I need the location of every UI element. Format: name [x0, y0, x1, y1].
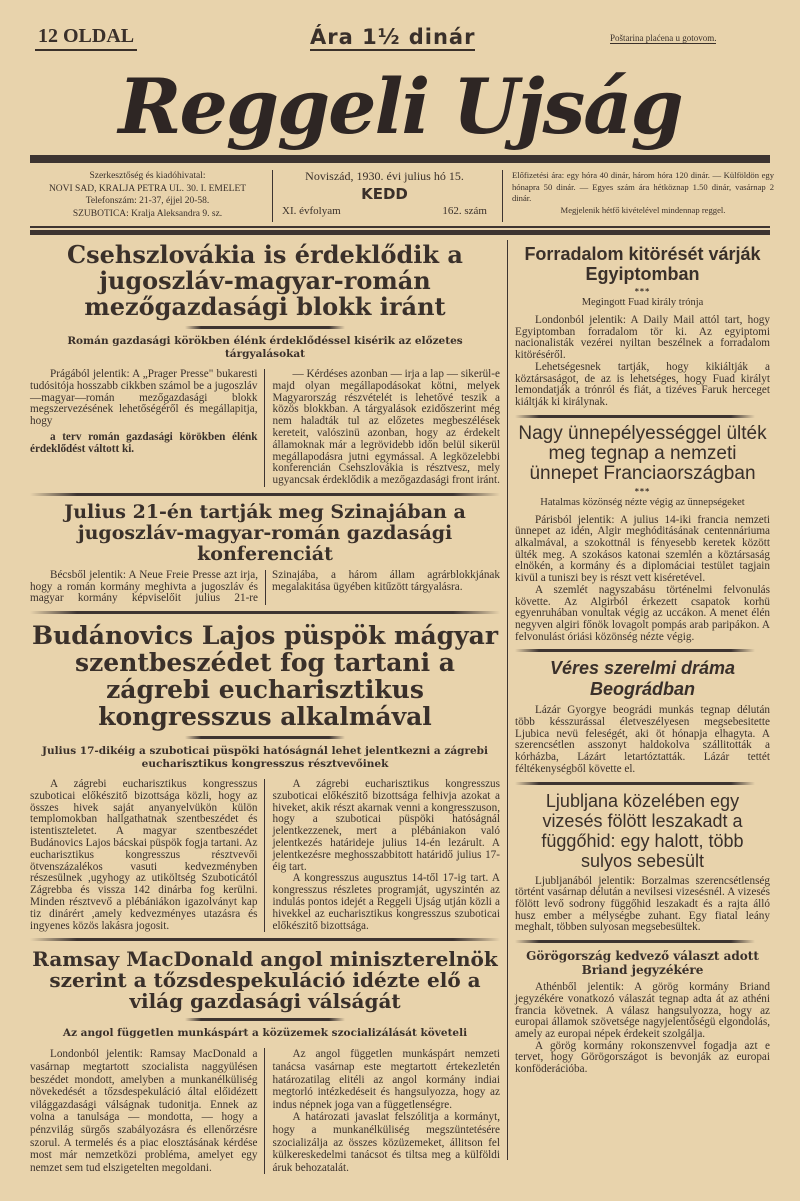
- rule: [30, 493, 500, 496]
- rule: [185, 736, 345, 739]
- page-number: 12 OLDAL: [35, 25, 137, 51]
- issue-date: Noviszád, 1930. évi julius hó 15.: [305, 169, 464, 183]
- publisher-line: NOVI SAD, KRALJA PETRA UL. 30. I. EMELET: [48, 183, 247, 194]
- rule: [515, 649, 755, 652]
- rule: [30, 938, 500, 941]
- article-sinaia-conference: [30, 502, 500, 605]
- subscription-prices: Előfizetési ára: egy hóra 40 dinár, három hóra 120 dinár. — Külföldön egy hónapra 50 dinár. — Egyes szám ára hétköznap 1.50 dinár, vasárnap 2 dinár.: [512, 170, 774, 203]
- masthead-rule: [30, 226, 770, 228]
- issue-number: 162. szám: [442, 204, 487, 217]
- postage-note: Poštarina plaćena u gotovom.: [610, 33, 717, 43]
- article-czechoslovakia: [30, 242, 500, 487]
- newspaper-logo: Reggeli Ujság: [118, 62, 682, 151]
- subheadline: Hatalmas közönség nézte végig az ünnepségeket: [540, 496, 745, 508]
- rule: [515, 415, 755, 418]
- article-egypt: [515, 244, 770, 409]
- rule: [185, 326, 345, 329]
- column-divider: [507, 240, 508, 1160]
- article-budanovics: [30, 622, 500, 932]
- masthead-bar: [30, 155, 770, 163]
- divider: [272, 170, 273, 222]
- rule: [30, 611, 500, 614]
- headline: Forradalom kitörését várják Egyiptomban: [524, 244, 761, 284]
- rule: [185, 1018, 345, 1021]
- article-ljubljana: [515, 791, 770, 935]
- weekday: KEDD: [361, 184, 408, 203]
- right-column: [515, 244, 770, 1076]
- separator-stars: ***: [634, 486, 651, 496]
- price: Ára 1½ dinár: [310, 25, 476, 49]
- publisher-line: Szerkesztőség és kiadóhivatal:: [89, 171, 206, 181]
- publisher-line: Telefonszám: 21-37, éjjel 20-58.: [85, 196, 210, 206]
- paragraph: Az angol független munkáspárt nemzeti tanácsa vasárnap este megtartott értekezletén határozatilag elitéli az angol kormány indiai megtorló intézkedéseit és hangsulyozza, hogy az indus népnek joga van a függetlenségre.: [272, 1048, 500, 1111]
- publisher-info: [30, 170, 265, 220]
- rule: [515, 940, 755, 943]
- paragraph: Ljubljanából jelentik: Borzalmas szerencsétlenség történt vasárnap délután a nevilsesi vizesésnél. A vizesés fölött levő sodrony függőhid leszakadt és a rajta álló husz ember a mélységbe zuhant. Egy fiatal leány meghalt, többen sulyosan megsebesültek.: [515, 874, 770, 934]
- paragraph: a terv román gazdasági körökben élénk érdeklődést váltott ki.: [30, 430, 258, 455]
- subheadline: Julius 17-dikéig a szuboticai püspöki hatóságnál lehet jelentkezni a zágrebi eucharisztikus kongresszus résztvevőinek: [41, 745, 489, 771]
- volume: XI. évfolyam: [282, 204, 341, 217]
- publication-note: Megjelenik hétfő kivételével mindennap reggel.: [560, 204, 726, 215]
- article-france: [515, 424, 770, 644]
- separator-stars: ***: [634, 287, 651, 296]
- paragraph: Londonból jelentik: A Daily Mail attól tart, hogy Egyiptomban forradalom tör ki. Az egyiptomi nacionalisták vezérei nyiltan beszélnek a forradalom kitöréséről.: [515, 314, 770, 362]
- rule: [515, 782, 755, 785]
- date-info: [282, 170, 487, 217]
- headline: Ramsay MacDonald angol miniszterelnök szerint a tőzsdespekuláció idézte elő a világ gazdasági válságát: [32, 947, 498, 1014]
- paragraph: Lehetségesnek tartják, hogy kikiáltják a köztársaságot, de az is lehetséges, hogy Fuad királyt lemondatják a trónról és fiát, a tizéves Faruk herceget kiáltják ki királynak.: [515, 360, 770, 408]
- paragraph: Athénből jelentik: A görög kormány Briand jegyzékére vonatkozó válaszát tegnap adta át az athéni francia követnek. A válasz hangsulyozza, hogy az europai államok szövetsége nagyjelentőségü elgondolás, amely az europai népek érdekeit szolgálja.: [515, 981, 770, 1040]
- subheadline: Az angol független munkáspárt a közüzemek szocializálását követeli: [62, 1027, 468, 1040]
- headline: Budánovics Lajos püspök mágyar szentbeszédet fog tartani a zágrebi eucharisztikus kongresszus alkalmával: [31, 621, 499, 732]
- paragraph: — Kérdéses azonban — irja a lap — sikerül-e majd olyan megállapodásokat kötni, melyek Magyarország részvételét is lehetővé teszik a közös blokkban. A tárgyalások ezidőszerint még nem haladták tul az előzetes megbeszélések kereteit, valószinü azonban, hogy az érdekelt államoknak már a legrövidebb időn belül sikerül megállapodásra jutni egymással. A legközelebbi konferencián Csehszlovákia is résztvesz, mely ugyancsak érdeklődik a mezőgazdasági front iránt.: [272, 368, 500, 487]
- subheadline: Román gazdasági körökben élénk érdeklődéssel kisérik az előzetes tárgyalásokat: [67, 335, 463, 360]
- article-greece: [515, 949, 770, 1076]
- paragraph: A szemlét nagyszabásu történelmi felvonulás követte. Az Algirból érkezett csapatok korhü egyenruhában vonultak végig az uccákon. A menet élén negyven algiri főnök lovagolt pompás arab paripákon. A felvonulást óriási közönség nézte végig.: [515, 583, 770, 643]
- paragraph: A zágrebi eucharisztikus kongresszus szuboticai előkészitő bizottsága közli, hogy az összes hivek saját anyanyelvükön külön templomokban hallgathatnak szentbeszédet és istentiszteletet. A magyar szentbeszédet Budánovics Lajos bácskai püspök fogja tartani. Az eucharisztikus kongresszus résztvevői ötvenszázalékos vasuti kedvezményben részesülnek ,ugyhogy az utiköltség Szuboticától Zágrebba és vissza 142 dinárba fog kerülni. Minden résztvevő a plébániákon igazolványt kap tiz dinárért ,amely kedvezményes utazásra és ingyenes közös lakásra jogosit.: [30, 778, 258, 932]
- paragraph: Lázár Gyorgye beográdi munkás tegnap délután több késszurással életveszélyesen megsebesitette Ljubica nevü feleségét, aki öt hónapja elhagyta. A szerencsétlen asszonyt haldokolva szállitották a kórházba, Lázárt letartóztatták. Lázár tettét féltékenységből követte el.: [515, 704, 770, 775]
- subscription-info: [512, 170, 774, 216]
- headline: Ljubljana közelében egy vizesés fölött leszakadt a függőhid: egy halott, több sulyos sebesült: [541, 790, 744, 871]
- subheadline: Megingott Fuad király trónja: [581, 297, 704, 308]
- paragraph: A határozati javaslat felszólitja a kormányt, hogy a munkanélküliség megszüntetésére szocializálja az összes közüzemeket, állitson fel külkereskedelmi tanácsot és tiltsa meg a külföldi áruk behozatalát.: [272, 1111, 500, 1174]
- headline: Csehszlovákia is érdeklődik a jugoszláv-magyar-román mezőgazdasági blokk iránt: [67, 240, 463, 321]
- paragraph: Párisból jelentik: A julius 14-iki francia nemzeti ünnepet az idén, Algir meghóditásának centennáriuma alkalmával, a szokottnál is fényesebb keretek között ülték meg. A szokásos katonai szemlén a köztársaság elnökén, a kormány és a diplomáciai testület tagjain kivül a tuniszi bey is részt vett kiséretével.: [515, 513, 770, 585]
- paragraph: A görög kormány rokonszenvvel fogadja azt e tervet, hogy Görögországot is bevonják az europai konföderációba.: [515, 1039, 770, 1076]
- paragraph: Prágából jelentik: A „Prager Presse" bukaresti tudósitója hosszabb cikkben számol be a jugoszláv—magyar—román mezőgazdasági blokk megszervezésének lehetőségéről és megállapitja, hogy: [30, 368, 258, 428]
- masthead-rule: [30, 230, 770, 235]
- paragraph: Bécsből jelentik: A Neue Freie Presse azt irja, hogy a román kormány meghivta a jugoszláv és magyar kormány képviselőit julius 21-re Szinajába, a három állam agrárblokkjának megalakitása ügyében kitűzött tárgyalásra.: [30, 568, 500, 605]
- article-belgrade: [515, 658, 770, 775]
- paragraph: A kongresszus augusztus 14-től 17-ig tart. A kongresszus részletes programját, ugyszintén az indulás pontos idejét a Reggeli Ujság utján közli a hivekkel az eucharisztikus kongresszus szuboticai előkészitő bizottsága.: [272, 872, 500, 932]
- headline: Nagy ünnepélyességgel ülték meg tegnap a nemzeti ünnepet Franciaországban: [518, 422, 767, 484]
- headline: Véres szerelmi dráma Beográdban: [549, 658, 736, 700]
- left-column: [30, 242, 500, 1174]
- divider: [502, 170, 503, 222]
- article-macdonald: [30, 949, 500, 1174]
- headline: Görögország kedvező választ adott Briand jegyzékére: [526, 949, 759, 978]
- paragraph: A zágrebi eucharisztikus kongresszus szuboticai előkészitő bizottsága felhivja azokat a hiveket, akik részt akarnak venni a kongresszuson, hogy a szuboticai püspöki hatóságnál jelentkezzenek, mert a plébániakon való jelentkezés határideje julius 14-én lezárult. A jelentkezésre meghosszabbitott határidő julius 17-éig tart.: [272, 778, 500, 873]
- headline: Julius 21-én tartják meg Szinajában a jugoszláv-magyar-román gazdasági konferenciát: [64, 500, 466, 565]
- paragraph: Londonból jelentik: Ramsay MacDonald a vasárnap megtartott szocialista naggyülésen beszédet mondott, amelyben a munkanélküliség növekedését a tőzsdespekuláció által előidézett világgazdasági válságnak tudonitja. Ennek az volna a tanulsága — mondotta, — hogy a pénzvilág sürgős szabályozásra és ellenőrzésre szorul. A termelés és a piac elosztásának kérdése most már nemzetközi probléma, amelyet egy nemzet sem tud elszigetelten megoldani.: [30, 1048, 258, 1174]
- publisher-line: SZUBOTICA: Kralja Aleksandra 9. sz.: [72, 208, 223, 219]
